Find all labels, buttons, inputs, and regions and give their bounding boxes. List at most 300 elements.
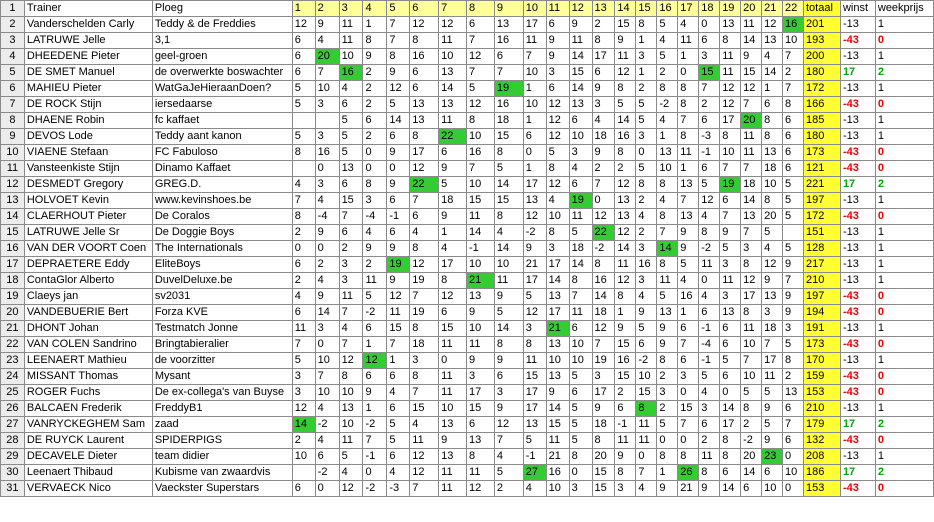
score-cell[interactable]: 6: [339, 97, 363, 113]
score-cell[interactable]: 10: [762, 481, 783, 497]
score-cell[interactable]: 6: [292, 65, 315, 81]
score-cell[interactable]: 1: [523, 113, 546, 129]
score-cell[interactable]: 18: [741, 177, 762, 193]
score-cell[interactable]: 4: [699, 209, 720, 225]
score-cell[interactable]: 3: [467, 369, 495, 385]
score-cell[interactable]: 20: [762, 209, 783, 225]
score-cell[interactable]: 8: [678, 81, 699, 97]
score-cell[interactable]: 3: [315, 129, 339, 145]
column-header[interactable]: winst: [840, 1, 875, 17]
score-cell[interactable]: 3: [592, 97, 615, 113]
score-cell[interactable]: 21: [467, 273, 495, 289]
ploeg-cell[interactable]: DuvelDeluxe.be: [152, 273, 292, 289]
total-cell[interactable]: 151: [804, 225, 841, 241]
score-cell[interactable]: 8: [741, 401, 762, 417]
score-cell[interactable]: 2: [315, 257, 339, 273]
score-cell[interactable]: 6: [699, 305, 720, 321]
column-header[interactable]: 5: [387, 1, 410, 17]
total-cell[interactable]: 193: [804, 33, 841, 49]
score-cell[interactable]: 6: [387, 225, 410, 241]
score-cell[interactable]: 7: [363, 433, 387, 449]
score-cell[interactable]: 11: [523, 33, 546, 49]
score-cell[interactable]: 13: [657, 145, 678, 161]
score-cell[interactable]: 7: [387, 17, 410, 33]
row-number[interactable]: 8: [1, 113, 25, 129]
score-cell[interactable]: 20: [741, 449, 762, 465]
score-cell[interactable]: 16: [410, 49, 439, 65]
score-cell[interactable]: 9: [546, 33, 569, 49]
column-header[interactable]: 7: [439, 1, 467, 17]
score-cell[interactable]: 18: [762, 321, 783, 337]
score-cell[interactable]: 18: [592, 305, 615, 321]
score-cell[interactable]: 5: [339, 129, 363, 145]
score-cell[interactable]: 13: [615, 193, 636, 209]
winst-cell[interactable]: -43: [840, 433, 875, 449]
score-cell[interactable]: 2: [636, 193, 657, 209]
winst-cell[interactable]: -43: [840, 481, 875, 497]
score-cell[interactable]: 9: [783, 257, 804, 273]
score-cell[interactable]: 8: [363, 177, 387, 193]
row-number[interactable]: 4: [1, 49, 25, 65]
score-cell[interactable]: 9: [494, 289, 523, 305]
score-cell[interactable]: 5: [292, 97, 315, 113]
score-cell[interactable]: 0: [569, 465, 592, 481]
row-number[interactable]: 28: [1, 433, 25, 449]
score-cell[interactable]: 8: [387, 49, 410, 65]
score-cell[interactable]: -4: [363, 209, 387, 225]
score-cell[interactable]: 5: [636, 113, 657, 129]
score-cell[interactable]: 17: [523, 401, 546, 417]
score-cell[interactable]: 17: [546, 257, 569, 273]
score-cell[interactable]: 8: [410, 33, 439, 49]
score-cell[interactable]: 17: [592, 49, 615, 65]
score-cell[interactable]: 15: [546, 417, 569, 433]
row-number[interactable]: 7: [1, 97, 25, 113]
score-cell[interactable]: 8: [720, 33, 741, 49]
score-cell[interactable]: 11: [720, 49, 741, 65]
column-header[interactable]: 10: [523, 1, 546, 17]
score-cell[interactable]: 7: [292, 337, 315, 353]
score-cell[interactable]: 16: [339, 65, 363, 81]
score-cell[interactable]: 4: [494, 225, 523, 241]
score-cell[interactable]: 17: [592, 385, 615, 401]
score-cell[interactable]: 12: [762, 257, 783, 273]
score-cell[interactable]: 3: [783, 321, 804, 337]
score-cell[interactable]: 9: [569, 17, 592, 33]
score-cell[interactable]: 9: [387, 177, 410, 193]
score-cell[interactable]: 18: [592, 129, 615, 145]
score-cell[interactable]: 5: [741, 385, 762, 401]
score-cell[interactable]: 15: [569, 65, 592, 81]
score-cell[interactable]: -1: [467, 241, 495, 257]
score-cell[interactable]: 6: [636, 337, 657, 353]
score-cell[interactable]: 4: [387, 385, 410, 401]
score-cell[interactable]: 6: [569, 177, 592, 193]
total-cell[interactable]: 172: [804, 209, 841, 225]
column-header[interactable]: 8: [467, 1, 495, 17]
score-cell[interactable]: 11: [569, 209, 592, 225]
trainer-cell[interactable]: VERVAECK Nico: [24, 481, 152, 497]
ploeg-cell[interactable]: FC Fabuloso: [152, 145, 292, 161]
score-cell[interactable]: 7: [783, 417, 804, 433]
score-cell[interactable]: 8: [657, 177, 678, 193]
trainer-cell[interactable]: MAHIEU Pieter: [24, 81, 152, 97]
score-cell[interactable]: -4: [699, 337, 720, 353]
score-cell[interactable]: 9: [783, 305, 804, 321]
score-cell[interactable]: 5: [569, 401, 592, 417]
ploeg-cell[interactable]: Teddy & de Freddies: [152, 17, 292, 33]
score-cell[interactable]: 11: [699, 257, 720, 273]
score-cell[interactable]: 14: [657, 241, 678, 257]
score-cell[interactable]: 7: [523, 49, 546, 65]
score-cell[interactable]: 6: [783, 129, 804, 145]
score-cell[interactable]: 5: [615, 97, 636, 113]
score-cell[interactable]: 9: [387, 65, 410, 81]
score-cell[interactable]: 7: [720, 161, 741, 177]
total-cell[interactable]: 210: [804, 401, 841, 417]
score-cell[interactable]: 9: [523, 241, 546, 257]
score-cell[interactable]: 12: [467, 49, 495, 65]
score-cell[interactable]: 5: [657, 49, 678, 65]
weekprijs-cell[interactable]: 0: [875, 305, 933, 321]
score-cell[interactable]: 15: [339, 193, 363, 209]
weekprijs-cell[interactable]: 0: [875, 369, 933, 385]
score-cell[interactable]: 11: [494, 273, 523, 289]
score-cell[interactable]: 0: [678, 65, 699, 81]
score-cell[interactable]: 6: [546, 81, 569, 97]
score-cell[interactable]: 2: [292, 433, 315, 449]
score-cell[interactable]: 8: [615, 145, 636, 161]
score-cell[interactable]: 6: [410, 65, 439, 81]
trainer-cell[interactable]: MISSANT Thomas: [24, 369, 152, 385]
score-cell[interactable]: 5: [636, 161, 657, 177]
score-cell[interactable]: 2: [363, 257, 387, 273]
score-cell[interactable]: 22: [410, 177, 439, 193]
row-number[interactable]: 9: [1, 129, 25, 145]
score-cell[interactable]: 9: [592, 401, 615, 417]
winst-cell[interactable]: -43: [840, 305, 875, 321]
row-number[interactable]: 16: [1, 241, 25, 257]
score-cell[interactable]: 1: [439, 225, 467, 241]
score-cell[interactable]: 7: [783, 273, 804, 289]
score-cell[interactable]: 6: [467, 417, 495, 433]
score-cell[interactable]: -1: [699, 321, 720, 337]
score-cell[interactable]: 6: [439, 145, 467, 161]
score-cell[interactable]: 8: [741, 257, 762, 273]
score-cell[interactable]: 13: [720, 305, 741, 321]
score-cell[interactable]: 6: [494, 369, 523, 385]
ploeg-cell[interactable]: Kubisme van zwaardvis: [152, 465, 292, 481]
total-cell[interactable]: 173: [804, 145, 841, 161]
score-cell[interactable]: 7: [741, 97, 762, 113]
score-cell[interactable]: 0: [363, 161, 387, 177]
total-cell[interactable]: 172: [804, 81, 841, 97]
score-cell[interactable]: 15: [494, 193, 523, 209]
row-number[interactable]: 21: [1, 321, 25, 337]
score-cell[interactable]: 8: [569, 449, 592, 465]
score-cell[interactable]: 8: [592, 257, 615, 273]
row-number[interactable]: 13: [1, 193, 25, 209]
score-cell[interactable]: 11: [439, 337, 467, 353]
row-number[interactable]: 3: [1, 33, 25, 49]
score-cell[interactable]: 7: [339, 337, 363, 353]
row-number[interactable]: 14: [1, 209, 25, 225]
score-cell[interactable]: 8: [494, 145, 523, 161]
score-cell[interactable]: 5: [762, 385, 783, 401]
score-cell[interactable]: 2: [363, 97, 387, 113]
score-cell[interactable]: 6: [546, 17, 569, 33]
score-cell[interactable]: 15: [494, 129, 523, 145]
score-cell[interactable]: 8: [678, 129, 699, 145]
score-cell[interactable]: 2: [494, 481, 523, 497]
score-cell[interactable]: 3: [636, 49, 657, 65]
weekprijs-cell[interactable]: 1: [875, 129, 933, 145]
score-cell[interactable]: 6: [741, 481, 762, 497]
score-cell[interactable]: 14: [494, 321, 523, 337]
ploeg-cell[interactable]: De Doggie Boys: [152, 225, 292, 241]
score-cell[interactable]: 10: [467, 321, 495, 337]
score-cell[interactable]: 12: [546, 97, 569, 113]
score-cell[interactable]: 5: [292, 353, 315, 369]
score-cell[interactable]: 8: [720, 129, 741, 145]
score-cell[interactable]: 10: [467, 177, 495, 193]
score-cell[interactable]: 6: [494, 49, 523, 65]
score-cell[interactable]: 16: [615, 129, 636, 145]
score-cell[interactable]: 0: [387, 161, 410, 177]
score-cell[interactable]: 1: [387, 353, 410, 369]
score-cell[interactable]: 14: [569, 81, 592, 97]
winst-cell[interactable]: 17: [840, 465, 875, 481]
score-cell[interactable]: 14: [762, 65, 783, 81]
trainer-cell[interactable]: Leenaert Thibaud: [24, 465, 152, 481]
score-cell[interactable]: 8: [657, 209, 678, 225]
score-cell[interactable]: 7: [339, 305, 363, 321]
score-cell[interactable]: 17: [467, 385, 495, 401]
score-cell[interactable]: 15: [678, 401, 699, 417]
score-cell[interactable]: 13: [546, 369, 569, 385]
score-cell[interactable]: 12: [546, 113, 569, 129]
ploeg-cell[interactable]: Testmatch Jonne: [152, 321, 292, 337]
score-cell[interactable]: 7: [720, 209, 741, 225]
score-cell[interactable]: 16: [494, 33, 523, 49]
score-cell[interactable]: 12: [410, 449, 439, 465]
score-cell[interactable]: 10: [292, 449, 315, 465]
score-cell[interactable]: 8: [523, 337, 546, 353]
score-cell[interactable]: 16: [615, 353, 636, 369]
score-cell[interactable]: 5: [339, 145, 363, 161]
score-cell[interactable]: 3: [569, 145, 592, 161]
score-cell[interactable]: 10: [339, 49, 363, 65]
winst-cell[interactable]: 17: [840, 177, 875, 193]
score-cell[interactable]: 11: [615, 49, 636, 65]
column-header[interactable]: 2: [315, 1, 339, 17]
score-cell[interactable]: 6: [339, 177, 363, 193]
score-cell[interactable]: 13: [615, 209, 636, 225]
winst-cell[interactable]: -13: [840, 241, 875, 257]
score-cell[interactable]: 8: [569, 273, 592, 289]
score-cell[interactable]: 12: [741, 81, 762, 97]
score-cell[interactable]: 13: [523, 193, 546, 209]
weekprijs-cell[interactable]: 1: [875, 17, 933, 33]
ploeg-cell[interactable]: EliteBoys: [152, 257, 292, 273]
score-cell[interactable]: 2: [592, 17, 615, 33]
score-cell[interactable]: 4: [657, 193, 678, 209]
score-cell[interactable]: 10: [546, 353, 569, 369]
total-cell[interactable]: 132: [804, 433, 841, 449]
score-cell[interactable]: 3: [410, 353, 439, 369]
weekprijs-cell[interactable]: 1: [875, 401, 933, 417]
score-cell[interactable]: 7: [410, 289, 439, 305]
trainer-cell[interactable]: Vansteenkiste Stijn: [24, 161, 152, 177]
score-cell[interactable]: 4: [315, 433, 339, 449]
score-cell[interactable]: 2: [363, 65, 387, 81]
score-cell[interactable]: 9: [387, 273, 410, 289]
score-cell[interactable]: 4: [439, 241, 467, 257]
trainer-cell[interactable]: Vanderschelden Carly: [24, 17, 152, 33]
row-number[interactable]: 11: [1, 161, 25, 177]
score-cell[interactable]: 19: [720, 177, 741, 193]
score-cell[interactable]: 13: [720, 17, 741, 33]
score-cell[interactable]: 5: [636, 321, 657, 337]
score-cell[interactable]: 5: [678, 257, 699, 273]
score-cell[interactable]: 12: [410, 465, 439, 481]
row-number[interactable]: 10: [1, 145, 25, 161]
score-cell[interactable]: 0: [292, 241, 315, 257]
score-cell[interactable]: -2: [363, 305, 387, 321]
score-cell[interactable]: 8: [292, 209, 315, 225]
score-cell[interactable]: 11: [339, 17, 363, 33]
score-cell[interactable]: 20: [592, 449, 615, 465]
score-cell[interactable]: 16: [636, 257, 657, 273]
score-cell[interactable]: 3: [292, 385, 315, 401]
score-cell[interactable]: 6: [569, 385, 592, 401]
score-cell[interactable]: 15: [387, 321, 410, 337]
score-cell[interactable]: 9: [315, 289, 339, 305]
score-cell[interactable]: 6: [720, 193, 741, 209]
score-cell[interactable]: 3: [339, 257, 363, 273]
score-cell[interactable]: 6: [387, 129, 410, 145]
score-cell[interactable]: 21: [546, 321, 569, 337]
column-header[interactable]: 15: [636, 1, 657, 17]
score-cell[interactable]: 5: [720, 241, 741, 257]
score-cell[interactable]: 12: [387, 289, 410, 305]
score-cell[interactable]: 11: [762, 369, 783, 385]
score-cell[interactable]: 13: [523, 417, 546, 433]
score-cell[interactable]: 13: [494, 17, 523, 33]
score-cell[interactable]: 12: [546, 129, 569, 145]
score-cell[interactable]: 9: [615, 449, 636, 465]
score-cell[interactable]: 6: [410, 209, 439, 225]
score-cell[interactable]: 8: [410, 321, 439, 337]
score-cell[interactable]: -2: [636, 353, 657, 369]
ploeg-cell[interactable]: Vaeckster Superstars: [152, 481, 292, 497]
winst-cell[interactable]: -13: [840, 113, 875, 129]
score-cell[interactable]: 12: [387, 81, 410, 97]
trainer-cell[interactable]: VAN DER VOORT Coen: [24, 241, 152, 257]
weekprijs-cell[interactable]: 0: [875, 385, 933, 401]
score-cell[interactable]: 0: [592, 193, 615, 209]
weekprijs-cell[interactable]: 0: [875, 289, 933, 305]
weekprijs-cell[interactable]: 2: [875, 417, 933, 433]
score-cell[interactable]: 3: [494, 385, 523, 401]
winst-cell[interactable]: -13: [840, 401, 875, 417]
score-cell[interactable]: 11: [439, 33, 467, 49]
score-cell[interactable]: 5: [636, 97, 657, 113]
row-number[interactable]: 30: [1, 465, 25, 481]
score-cell[interactable]: 8: [410, 369, 439, 385]
score-cell[interactable]: 5: [762, 225, 783, 241]
score-cell[interactable]: 2: [636, 81, 657, 97]
score-cell[interactable]: 2: [699, 433, 720, 449]
score-cell[interactable]: 5: [657, 289, 678, 305]
row-number[interactable]: 25: [1, 385, 25, 401]
score-cell[interactable]: 16: [467, 145, 495, 161]
score-cell[interactable]: 9: [363, 241, 387, 257]
score-cell[interactable]: 17: [439, 257, 467, 273]
score-cell[interactable]: 10: [569, 353, 592, 369]
score-cell[interactable]: 8: [467, 113, 495, 129]
weekprijs-cell[interactable]: 2: [875, 65, 933, 81]
score-cell[interactable]: 15: [467, 193, 495, 209]
score-cell[interactable]: 8: [410, 129, 439, 145]
score-cell[interactable]: 7: [699, 81, 720, 97]
score-cell[interactable]: 10: [569, 337, 592, 353]
score-cell[interactable]: 6: [363, 113, 387, 129]
score-cell[interactable]: 8: [546, 161, 569, 177]
score-cell[interactable]: 7: [783, 81, 804, 97]
score-cell[interactable]: 1: [523, 81, 546, 97]
score-cell[interactable]: 12: [741, 273, 762, 289]
score-cell[interactable]: 6: [783, 401, 804, 417]
score-cell[interactable]: 19: [387, 257, 410, 273]
total-cell[interactable]: 191: [804, 321, 841, 337]
score-cell[interactable]: 1: [523, 161, 546, 177]
column-header[interactable]: 20: [741, 1, 762, 17]
trainer-cell[interactable]: Claeys jan: [24, 289, 152, 305]
row-number[interactable]: 26: [1, 401, 25, 417]
score-cell[interactable]: 13: [569, 97, 592, 113]
score-cell[interactable]: 2: [615, 161, 636, 177]
score-cell[interactable]: 17: [720, 113, 741, 129]
score-cell[interactable]: 9: [363, 385, 387, 401]
score-cell[interactable]: 1: [636, 33, 657, 49]
score-cell[interactable]: -2: [741, 433, 762, 449]
row-number[interactable]: 15: [1, 225, 25, 241]
score-cell[interactable]: 10: [523, 65, 546, 81]
winst-cell[interactable]: -43: [840, 337, 875, 353]
score-cell[interactable]: 17: [762, 353, 783, 369]
score-cell[interactable]: 9: [494, 401, 523, 417]
total-cell[interactable]: 121: [804, 161, 841, 177]
trainer-cell[interactable]: DE ROCK Stijn: [24, 97, 152, 113]
score-cell[interactable]: 11: [720, 65, 741, 81]
trainer-cell[interactable]: DE SMET Manuel: [24, 65, 152, 81]
score-cell[interactable]: 21: [678, 481, 699, 497]
score-cell[interactable]: 7: [467, 65, 495, 81]
score-cell[interactable]: 5: [439, 177, 467, 193]
score-cell[interactable]: 10: [339, 385, 363, 401]
row-number[interactable]: 12: [1, 177, 25, 193]
score-cell[interactable]: 10: [657, 161, 678, 177]
winst-cell[interactable]: 17: [840, 417, 875, 433]
column-header[interactable]: 3: [339, 1, 363, 17]
score-cell[interactable]: 10: [741, 369, 762, 385]
score-cell[interactable]: 2: [339, 241, 363, 257]
score-cell[interactable]: 11: [615, 257, 636, 273]
score-cell[interactable]: 7: [410, 385, 439, 401]
total-cell[interactable]: 159: [804, 369, 841, 385]
score-cell[interactable]: 6: [762, 465, 783, 481]
